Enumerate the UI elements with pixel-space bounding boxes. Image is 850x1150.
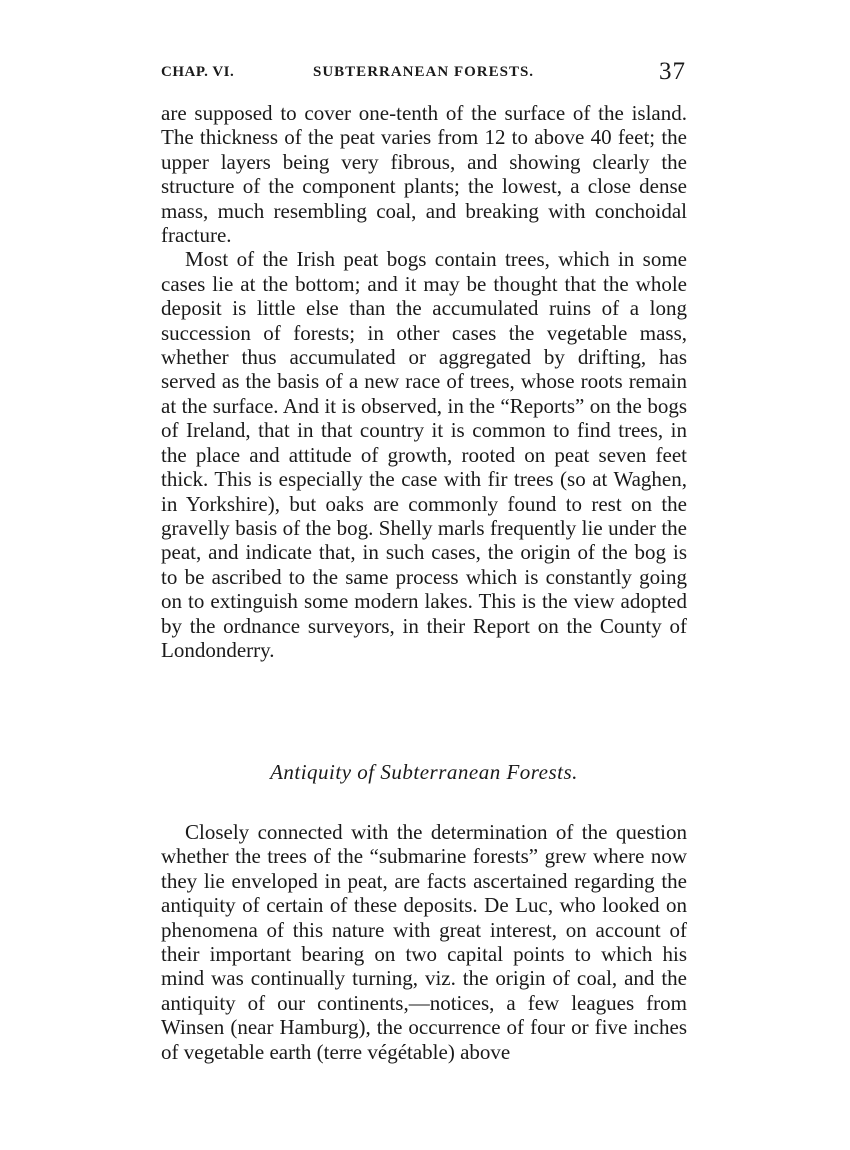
paragraph-irish-peat-bogs: Most of the Irish peat bogs contain trees, which in some cases lie at the bottom; and it may be thought that the whole deposit is little else than the accumulated ruins of a long succession of forests; in other cases the vegetable mass, whether thus accumulated or aggregated by drifting, has served as the basis of a new race of trees, whose roots remain at the surface. And it is observed, in the “Reports” on the bogs of Ireland, that in that country it is common to find trees, in the place and attitude of growth, rooted on peat seven feet thick. This is especially the case with fir trees (so at Waghen, in Yorkshire), but oaks are commonly found to rest on the gravelly basis of the bog. Shelly marls frequently lie under the peat, and indicate that, in such cases, the origin of the bog is to be ascribed to the same process which is constantly going on to extinguish some modern lakes. This is the view adopted by the ordnance surveyors, in their Report on the County of Londonderry. xyxy=(161,247,687,662)
page-number: 37 xyxy=(659,58,686,85)
paragraph-antiquity: Closely connected with the determination of the question whether the trees of the “submarine forests” grew where now they lie enveloped in peat, are facts ascertained regarding the antiquity of certain of these deposits. De Luc, who looked on phenomena of this nature with great interest, on account of their important bearing on two capital points to which his mind was continually turning, viz. the origin of coal, and the antiquity of our continents,—notices, a few leagues from Winsen (near Hamburg), the occurrence of four or five inches of vegetable earth (terre végétable) above xyxy=(161,820,687,1064)
body-text-bottom xyxy=(161,820,687,1064)
section-heading: Antiquity of Subterranean Forests. xyxy=(270,760,578,784)
chapter-label: CHAP. VI. xyxy=(161,64,235,80)
running-head xyxy=(161,60,686,88)
paragraph-continued: are supposed to cover one-tenth of the surface of the island. The thickness of the peat varies from 12 to above 40 feet; the upper layers being very fibrous, and showing clearly the structure of the component plants; the lowest, a close dense mass, much resembling coal, and breaking with conchoidal fracture. xyxy=(161,101,687,248)
running-title: SUBTERRANEAN FORESTS. xyxy=(313,64,535,80)
body-text-top xyxy=(161,101,687,662)
